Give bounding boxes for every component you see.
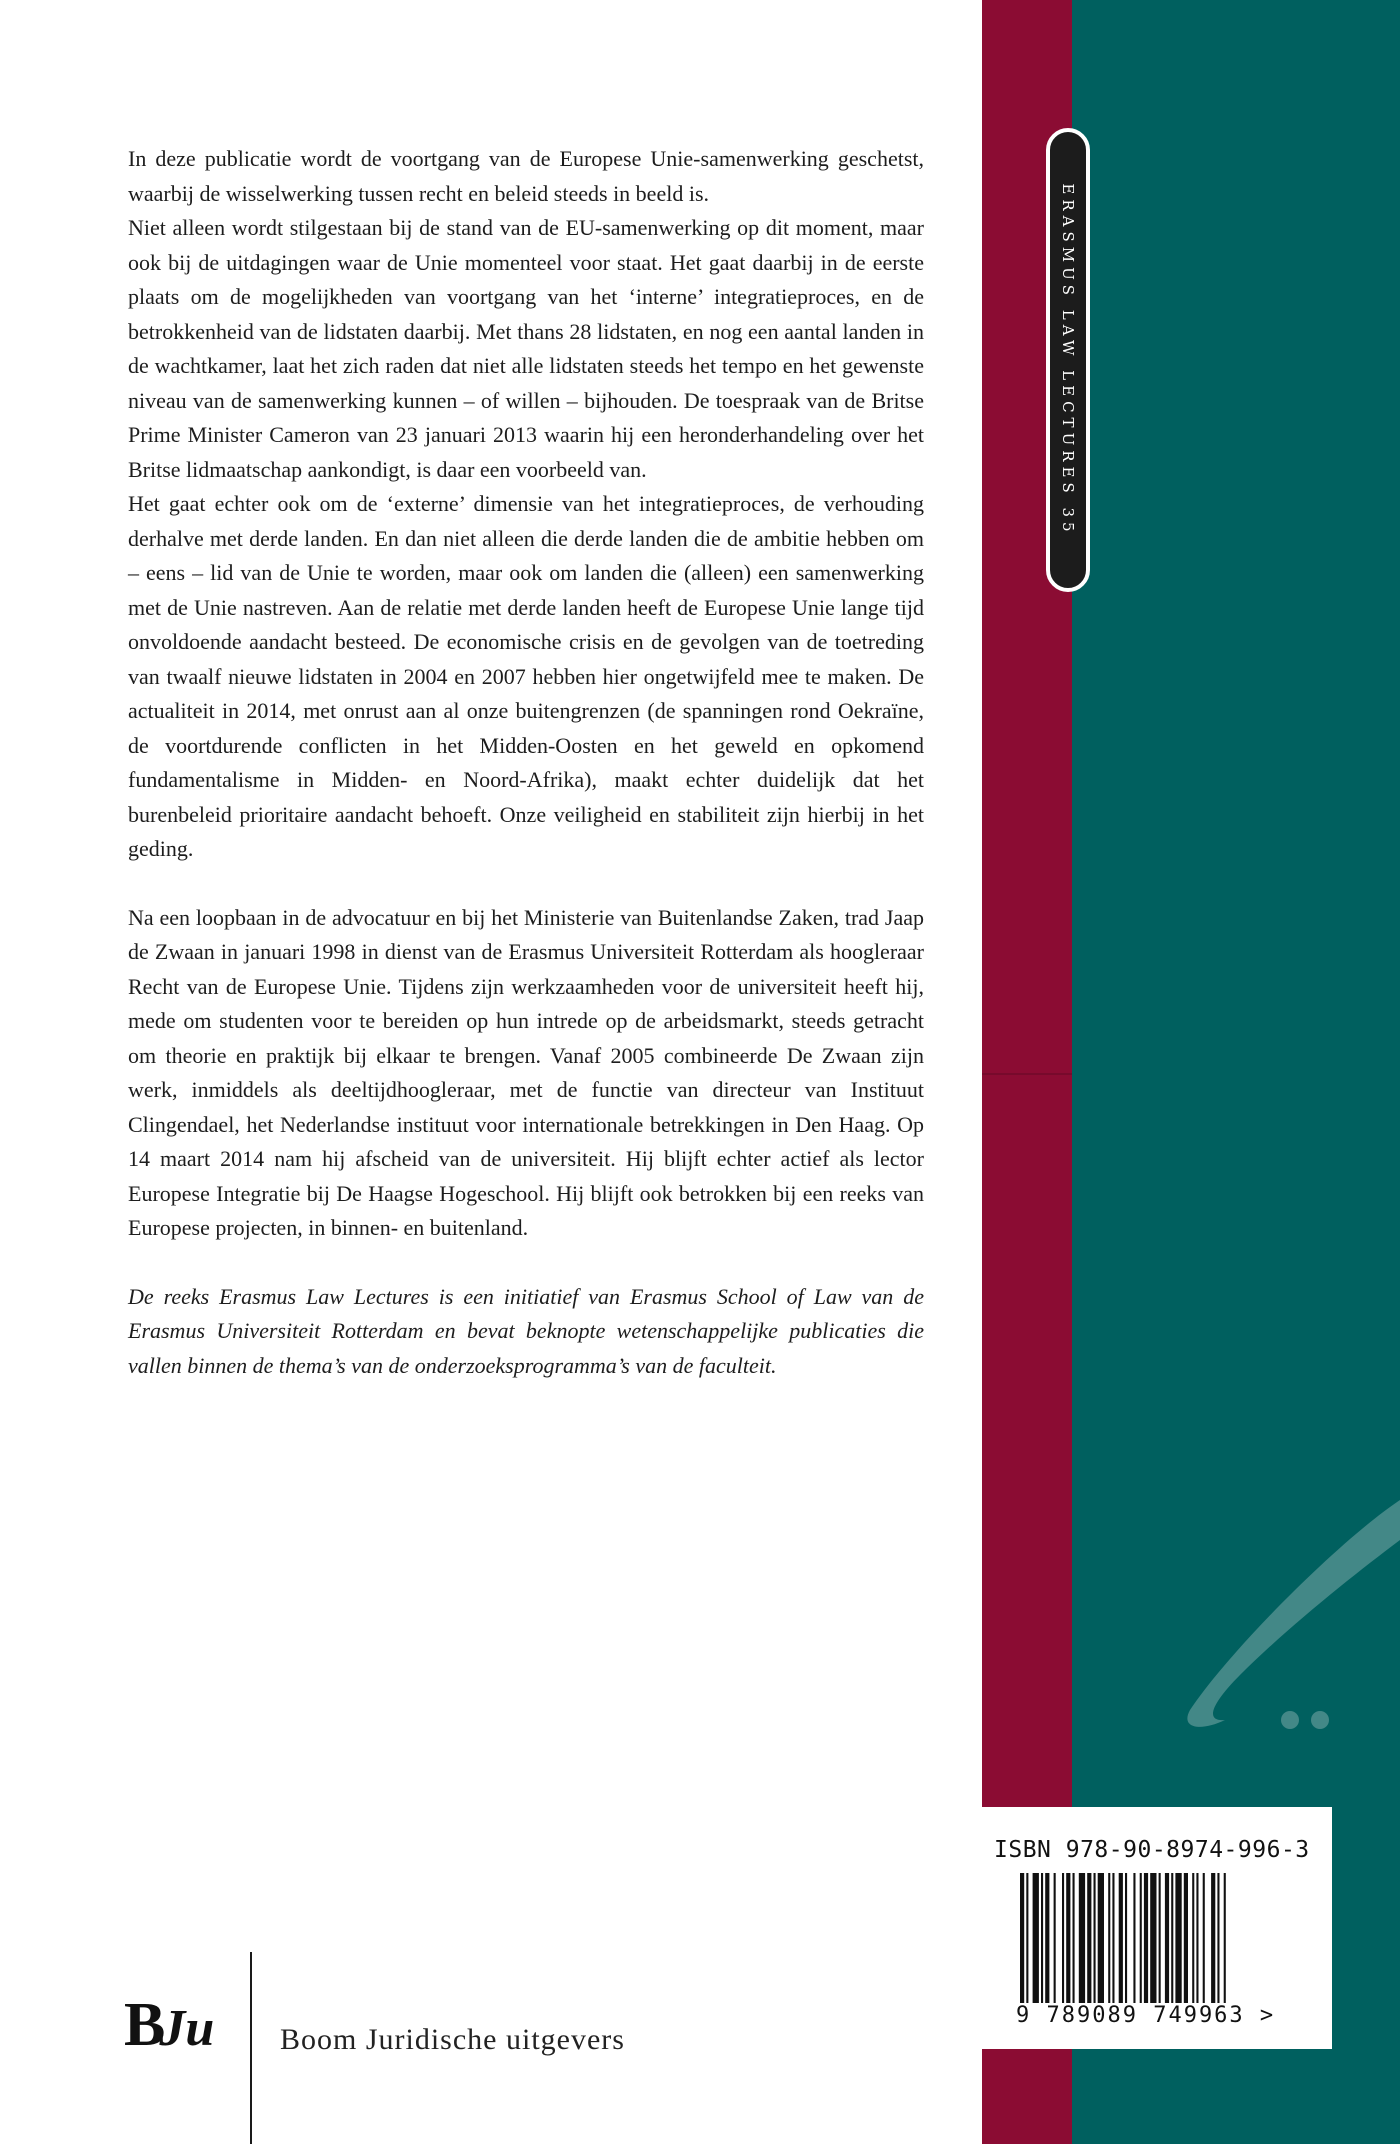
barcode-box bbox=[982, 1807, 1332, 2049]
blurb-paragraph: Het gaat echter ook om de ‘externe’ dimensie van het integratieproces, de verhouding derhalve met derde landen. En dan niet alleen die derde landen die de ambitie hebben om – eens – lid van de Unie te worden, maar ook om landen die (alleen) een samenwerking met de Unie nastreven. Aan de relatie met derde landen heeft de Europese Unie lange tijd onvoldoende aandacht besteed. De economische crisis en de gevolgen van de toetreding van twaalf nieuwe lidstaten in 2004 en 2007 hebben hier ongetwijfeld mee te maken. De actualiteit in 2014, met onrust aan al onze buitengrenzen (de spanningen rond Oekraïne, de voortdurende conflicten in het Midden-Oosten en het geweld en opkomend fundamentalisme in Midden- en Noord-Afrika), maakt echter duidelijk dat het burenbeleid prioritaire aandacht behoeft. Onze veiligheid en stabiliteit zijn hierbij in het geding. bbox=[128, 491, 924, 861]
barcode-bar bbox=[1217, 1873, 1219, 2003]
barcode-bar bbox=[1094, 1873, 1096, 2003]
barcode-bar bbox=[1112, 1873, 1114, 2003]
barcode-bar bbox=[1087, 1873, 1091, 2003]
decorative-swoosh-graphic bbox=[1170, 1500, 1400, 1750]
barcode-bar bbox=[1159, 1873, 1161, 2003]
barcode-bar bbox=[1041, 1873, 1043, 2003]
barcode-bar bbox=[1140, 1873, 1142, 2003]
barcode-bar bbox=[1125, 1873, 1127, 2003]
barcode-bar bbox=[1026, 1873, 1028, 2003]
series-label-text: ERASMUS LAW LECTURES 35 bbox=[1059, 183, 1077, 537]
barcode-bar bbox=[1066, 1873, 1070, 2003]
fold-line bbox=[982, 1073, 1072, 1075]
author-bio-paragraph: Na een loopbaan in de advocatuur en bij het Ministerie van Buitenlandse Zaken, trad Jaap de Zwaan in januari 1998 in dienst van de Erasmus Universiteit Rotterdam als hoogleraar Recht van de Europese Unie. Tijdens zijn werkzaamheden voor de universiteit heeft hij, mede om studenten voor te bereiden op hun intrede op de arbeidsmarkt, steeds getracht om theorie en praktijk bij elkaar te brengen. Vanaf 2005 combineerde De Zwaan zijn werk, inmiddels als deeltijdhoogleraar, met de functie van directeur van Instituut Clingendael, het Nederlandse instituut voor internationale betrekkingen in Den Haag. Op 14 maart 2014 nam hij afscheid van de universiteit. Hij blijft echter actief als lector Europese Integratie bij De Haagse Hogeschool. Hij blijft ook betrokken bij een reeks van Europese projecten, in binnen- en buitenland. bbox=[128, 904, 924, 1240]
barcode-bar bbox=[1073, 1873, 1075, 2003]
blurb-paragraph: In deze publicatie wordt de voortgang van de Europese Unie-samenwerking geschetst, waarbij de wisselwerking tussen recht en beleid steeds in beeld is. bbox=[128, 146, 924, 206]
publisher-logo: BJu bbox=[124, 1991, 215, 2059]
isbn-text: ISBN 978-90-8974-996-3 bbox=[994, 1837, 1310, 1863]
barcode-bar bbox=[1108, 1873, 1110, 2003]
barcode-bar bbox=[1175, 1873, 1181, 2003]
barcode-bar bbox=[1192, 1873, 1194, 2003]
barcode-bar bbox=[1184, 1873, 1188, 2003]
barcode-bar bbox=[1033, 1873, 1039, 2003]
barcode-bar bbox=[1045, 1873, 1049, 2003]
series-label bbox=[1046, 128, 1090, 592]
series-description: De reeks Erasmus Law Lectures is een initiatief van Erasmus School of Law van de Erasmus Universiteit Rotterdam en bevat beknopte wetenschappelijke publicaties die vallen binnen de thema’s van de onderzoeksprogramma’s van de faculteit. bbox=[128, 1283, 924, 1378]
barcode-bar bbox=[1144, 1873, 1148, 2003]
barcode-bar bbox=[1165, 1873, 1169, 2003]
barcode-bar bbox=[1062, 1873, 1064, 2003]
barcode-digits: 9 789089 749963 > bbox=[1016, 2003, 1276, 2028]
barcode-bar bbox=[1020, 1873, 1024, 2003]
barcode-bar bbox=[1203, 1873, 1205, 2003]
barcode-bar bbox=[1054, 1873, 1056, 2003]
publisher-divider bbox=[250, 1952, 252, 2144]
blurb-paragraph: Niet alleen wordt stilgestaan bij de stand van de EU-samenwerking op dit moment, maar ook bij de uitdagingen waar de Unie momenteel voor staat. Het gaat daarbij in de eerste plaats om de mogelijkheden van voortgang van het ‘interne’ integratieproces, en de betrokkenheid van de lidstaten daarbij. Met thans 28 lidstaten, en nog een aantal landen in de wachtkamer, laat het zich raden dat niet alle lidstaten steeds het tempo en het gewenste niveau van de samenwerking kunnen – of willen – bijhouden. De toespraak van de Britse Prime Minister Cameron van 23 januari 2013 waarin hij een heronderhandeling over het Britse lidmaatschap aankondigt, is daar een voorbeeld van. bbox=[128, 215, 924, 482]
publisher-name: Boom Juridische uitgevers bbox=[280, 2023, 625, 2056]
barcode-bar bbox=[1196, 1873, 1198, 2003]
blurb-text bbox=[128, 142, 924, 1383]
barcode-bars bbox=[1020, 1873, 1290, 2003]
barcode-bar bbox=[1079, 1873, 1085, 2003]
barcode-bar bbox=[1150, 1873, 1156, 2003]
barcode-bar bbox=[1119, 1873, 1123, 2003]
barcode-bar bbox=[1171, 1873, 1173, 2003]
barcode-bar bbox=[1211, 1873, 1215, 2003]
barcode-bar bbox=[1098, 1873, 1104, 2003]
barcode-bar bbox=[1133, 1873, 1135, 2003]
barcode-bar bbox=[1224, 1873, 1226, 2003]
